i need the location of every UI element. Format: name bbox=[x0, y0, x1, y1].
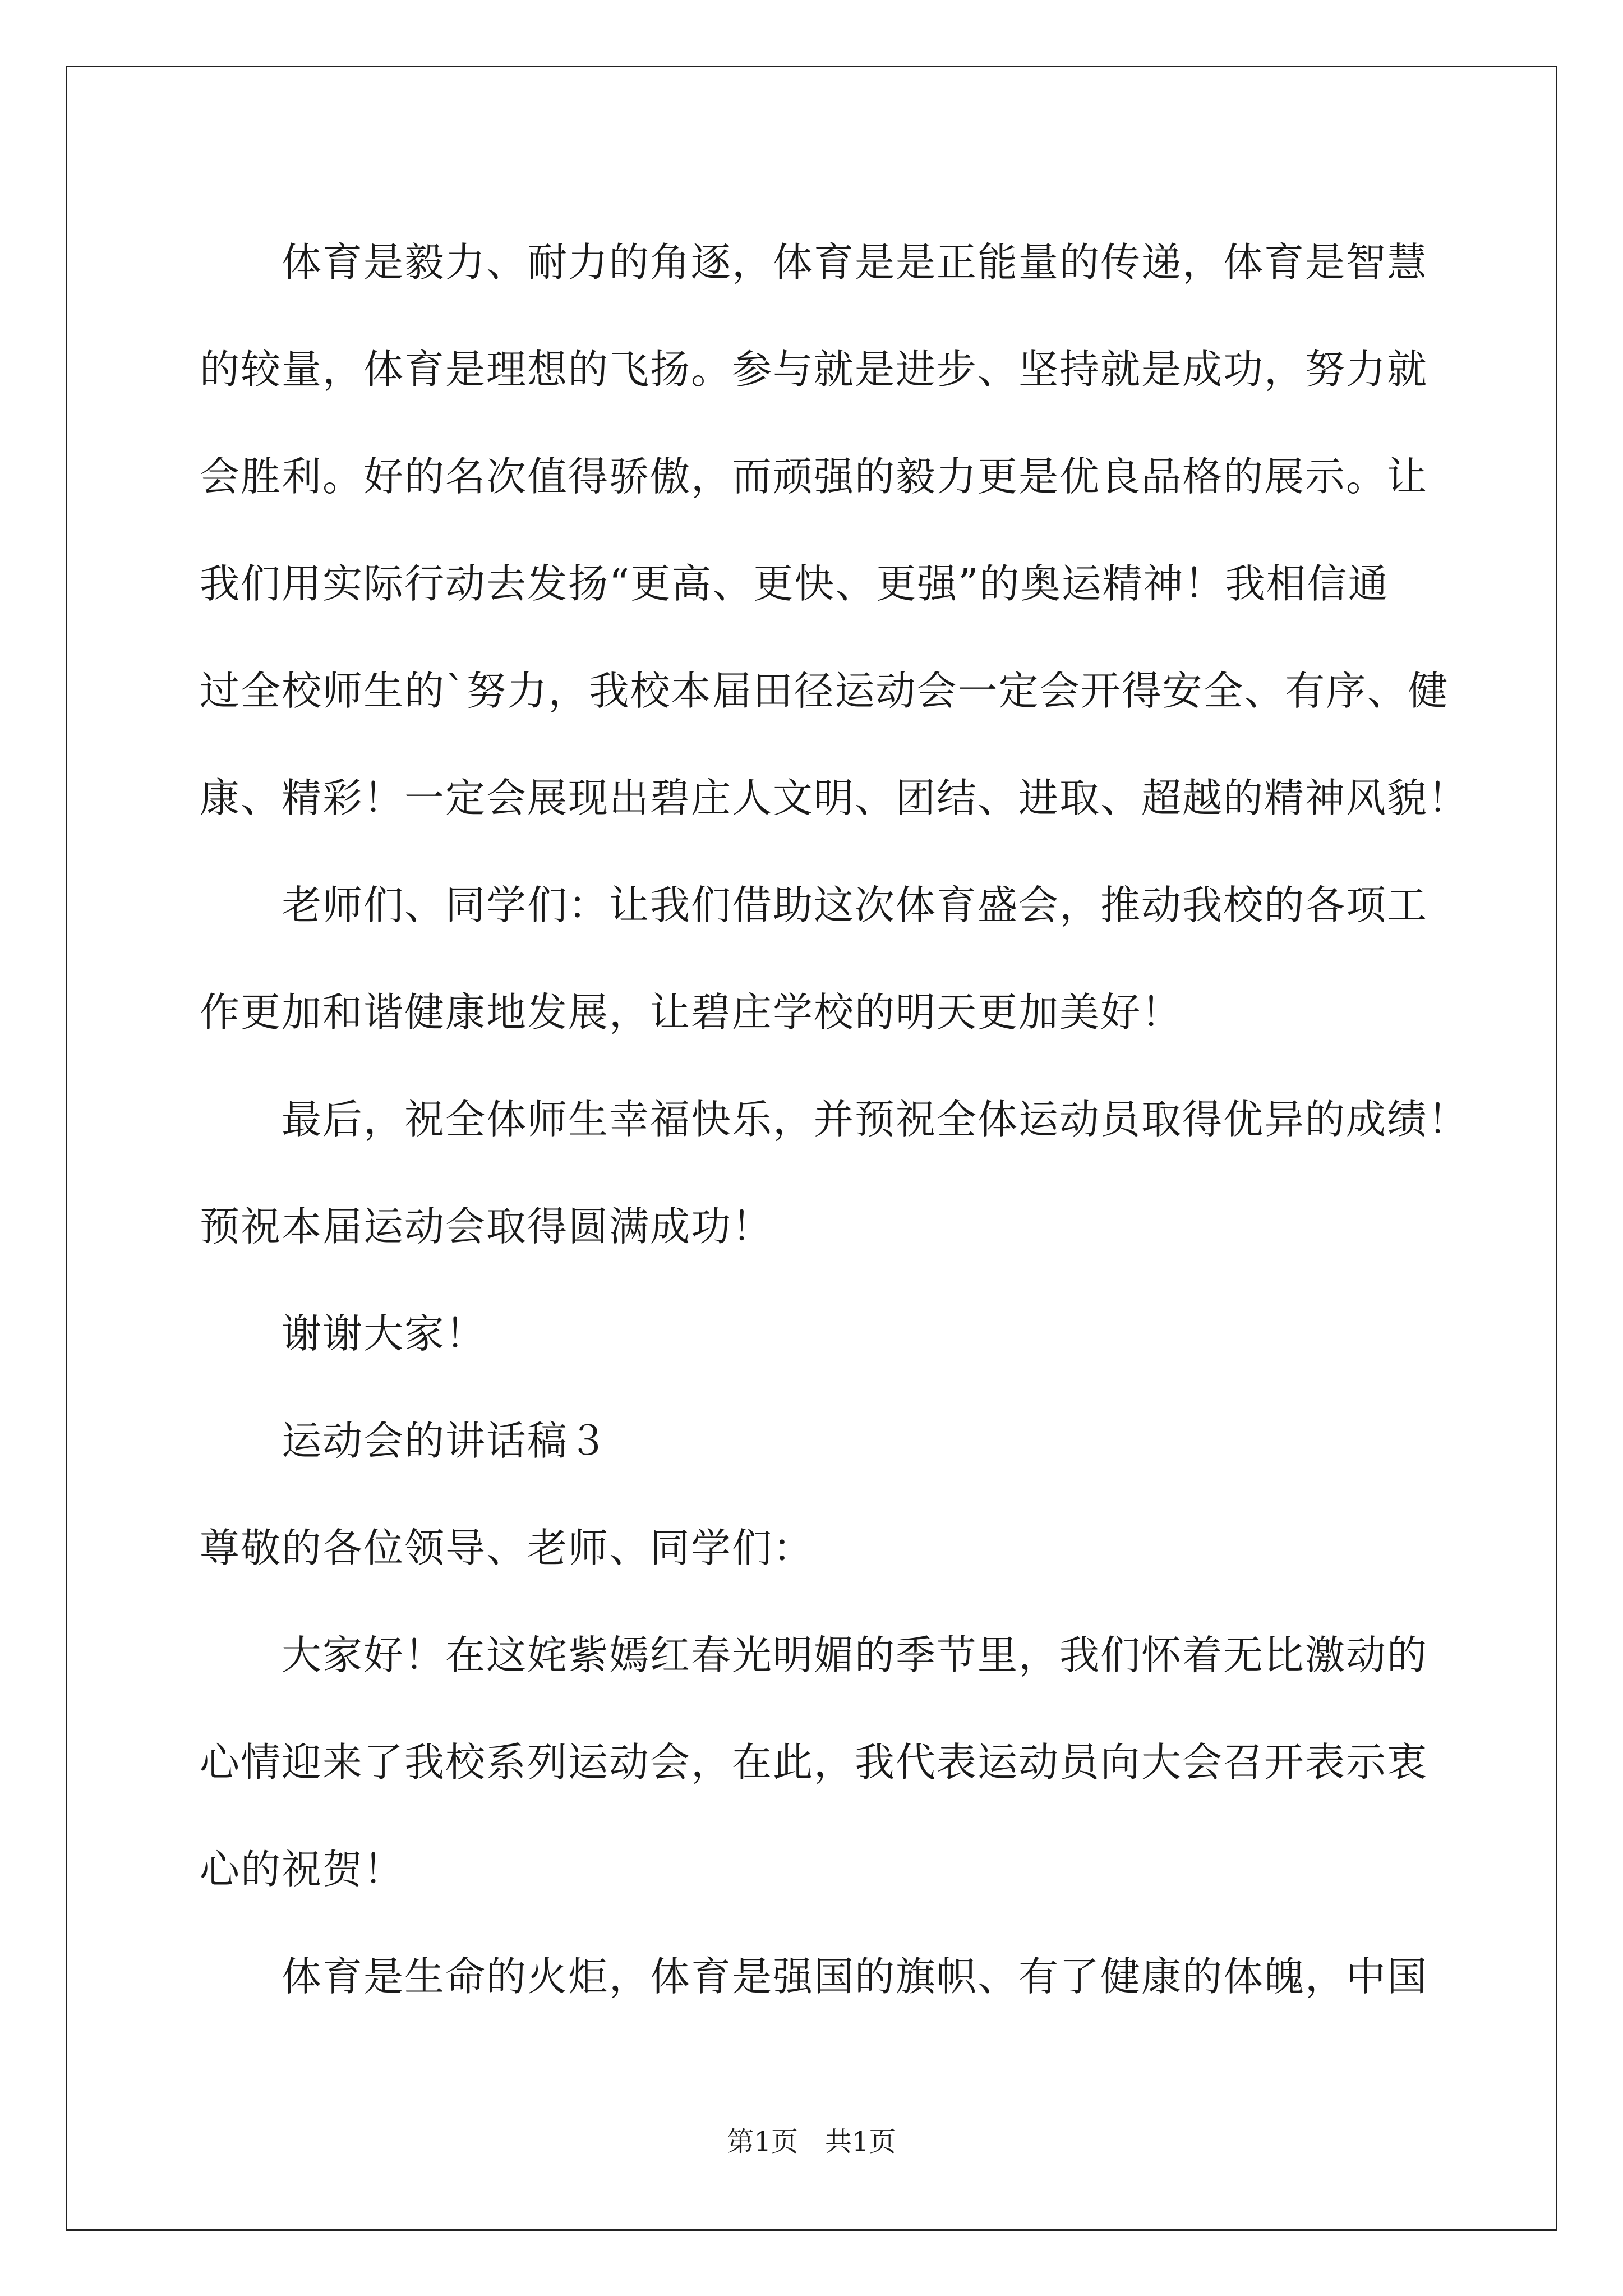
page-footer bbox=[0, 2125, 1623, 2159]
text-line: 心的祝贺！ bbox=[200, 1846, 405, 1893]
text-line: 过全校师生的`努力，我校本届田径运动会一定会开得安全、有序、健 bbox=[200, 668, 1449, 714]
text-line: 我们用实际行动去发扬“更高、更快、更强”的奥运精神！我相信通 bbox=[200, 560, 1389, 607]
page-number-label: 第1页 共1页 bbox=[727, 2126, 896, 2157]
text-line: 的较量，体育是理想的飞扬。参与就是进步、坚持就是成功，努力就 bbox=[200, 346, 1428, 393]
text-line: 作更加和谐健康地发展，让碧庄学校的明天更加美好！ bbox=[200, 989, 1183, 1036]
text-line: 谢谢大家！ bbox=[200, 1310, 487, 1357]
text-line: 最后，祝全体师生幸福快乐，并预祝全体运动员取得优异的成绩！ bbox=[200, 1096, 1469, 1143]
text-line: 会胜利。好的名次值得骄傲，而顽强的毅力更是优良品格的展示。让 bbox=[200, 453, 1428, 500]
text-line: 预祝本届运动会取得圆满成功！ bbox=[200, 1203, 773, 1250]
text-line: 体育是毅力、耐力的角逐，体育是是正能量的传递，体育是智慧 bbox=[200, 239, 1428, 286]
text-line: 心情迎来了我校系列运动会，在此，我代表运动员向大会召开表示衷 bbox=[200, 1739, 1428, 1786]
section-heading: 运动会的讲话稿３ bbox=[200, 1418, 610, 1464]
document-body bbox=[200, 209, 1469, 2030]
text-line: 大家好！在这姹紫嫣红春光明媚的季节里，我们怀着无比激动的 bbox=[200, 1632, 1428, 1678]
salutation: 尊敬的各位领导、老师、同学们： bbox=[200, 1525, 814, 1571]
text-line: 康、精彩！一定会展现出碧庄人文明、团结、进取、超越的精神风貌！ bbox=[200, 775, 1469, 821]
text-line: 体育是生命的火炬，体育是强国的旗帜、有了健康的体魄，中国 bbox=[200, 1953, 1428, 2000]
text-line: 老师们、同学们：让我们借助这次体育盛会，推动我校的各项工 bbox=[200, 882, 1428, 928]
